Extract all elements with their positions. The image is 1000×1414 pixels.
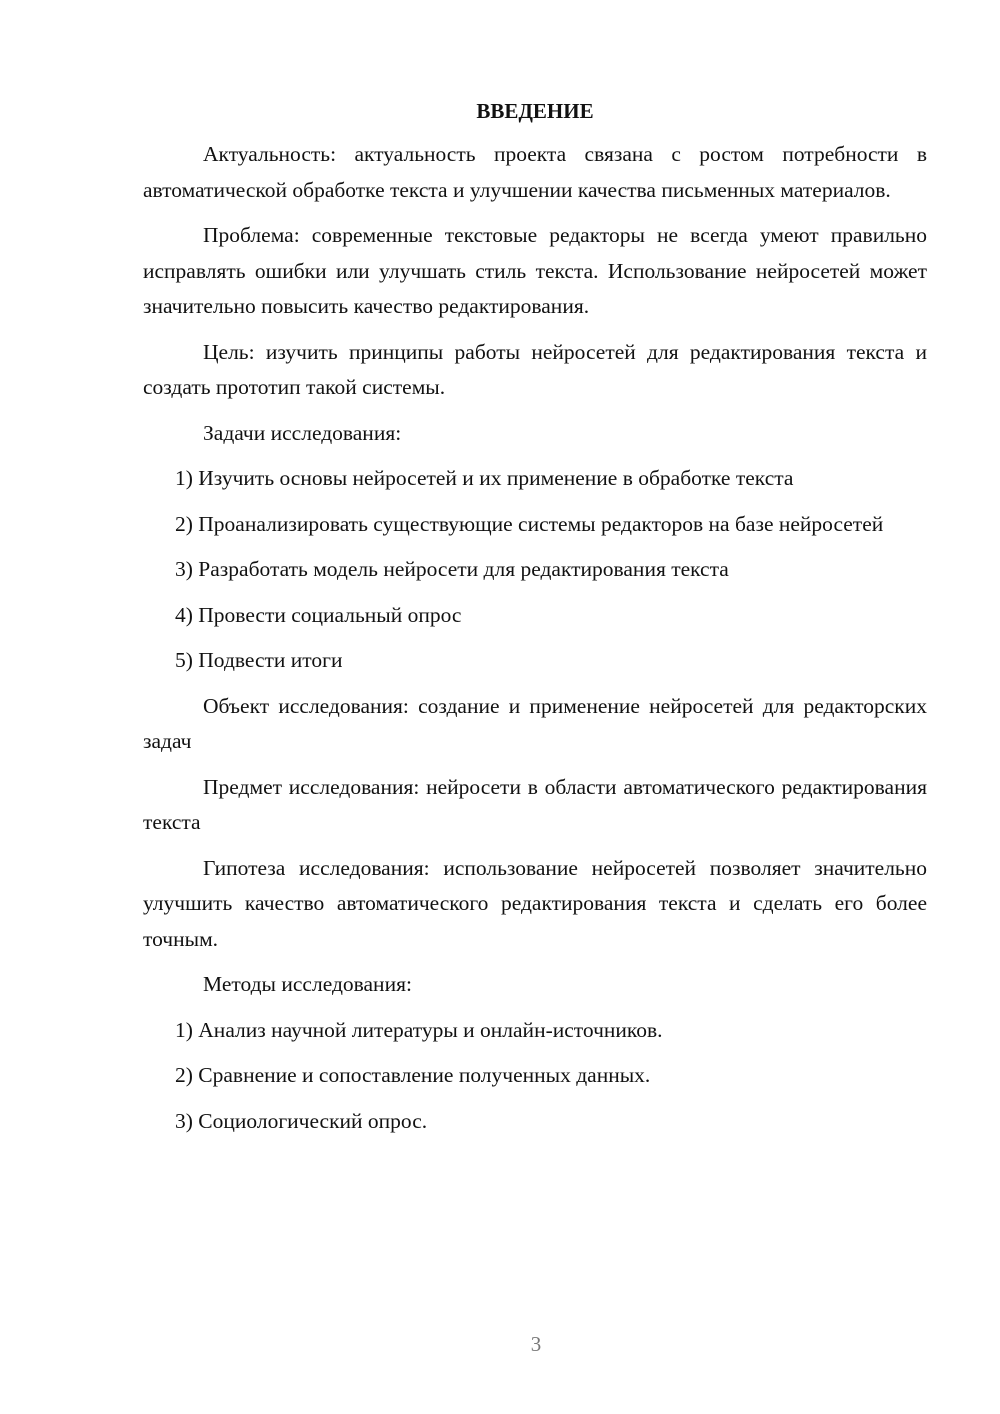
list-item: 5) Подвести итоги [175, 648, 343, 672]
problem-paragraph: Проблема: современные текстовые редакторы не всегда умеют правильно исправлять ошибки или улучшать стиль текста. Использование нейросетей может значительно повысить качество редактирования. [143, 223, 927, 318]
list-item: 1) Анализ научной литературы и онлайн-источников. [175, 1017, 663, 1042]
list-item: 3) Разработать модель нейросети для редактирования текста [175, 557, 729, 581]
list-item: 1) Изучить основы нейросетей и их применение в обработке текста [175, 466, 794, 490]
document-body [143, 95, 927, 1149]
list-item: 4) Провести социальный опрос [175, 602, 462, 627]
hypothesis-paragraph: Гипотеза исследования: использование нейросетей позволяет значительно улучшить качество автоматического редактирования текста и сделать его более точным. [143, 855, 927, 951]
tasks-list [143, 461, 927, 679]
methods-heading: Методы исследования: [203, 972, 412, 996]
subject-paragraph: Предмет исследования: нейросети в области автоматического редактирования текста [143, 774, 927, 834]
list-item: 3) Социологический опрос. [175, 1108, 428, 1133]
page-number: 3 [530, 1332, 542, 1356]
list-item: 2) Проанализировать существующие системы редакторов на базе нейросетей [175, 511, 884, 536]
goal-paragraph: Цель: изучить принципы работы нейросетей для редактирования текста и создать прототип такой системы. [143, 339, 927, 399]
relevance-paragraph: Актуальность: актуальность проекта связана с ростом потребности в автоматической обработке текста и улучшении качества письменных материалов. [143, 142, 927, 202]
tasks-heading: Задачи исследования: [203, 420, 402, 445]
page-title: ВВЕДЕНИЕ [476, 99, 594, 123]
object-paragraph: Объект исследования: создание и применение нейросетей для редакторских задач [143, 693, 927, 753]
list-item: 2) Сравнение и сопоставление полученных данных. [175, 1063, 651, 1087]
methods-list [143, 1013, 927, 1140]
